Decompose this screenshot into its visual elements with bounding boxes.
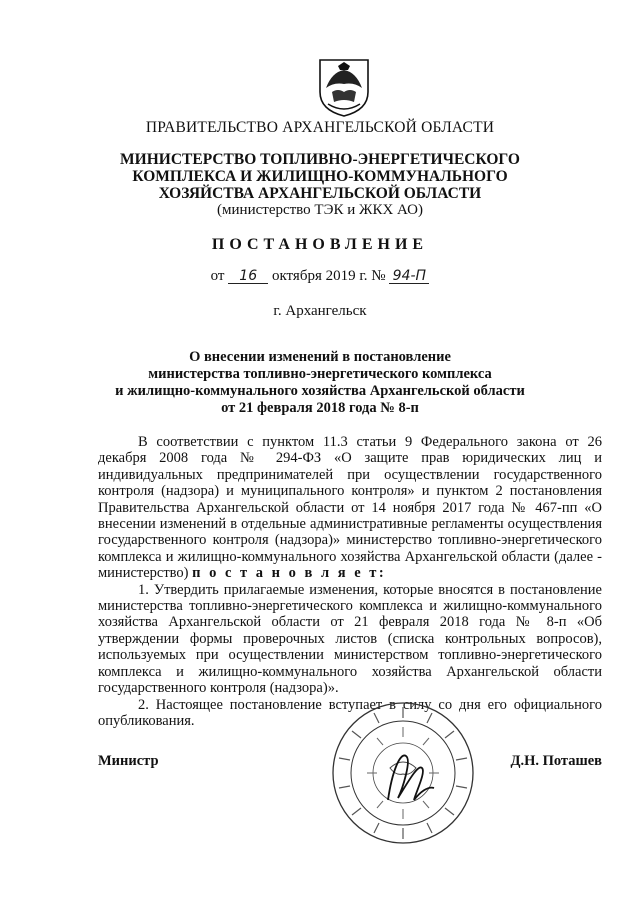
item-1-paragraph: 1. Утвердить прилагаемые изменения, которые вносятся в постановление министерства топливно-энергетического комплекса и жилищно-коммунального хозяйства Архангельской области от 21 февраля 2018 года № 8-п «Об утверждении формы проверочных листов (списка контрольных вопросов), используемых при осуществлении министерством топливно-энергетического комплекса и жилищно-коммунального хозяйства Архангельской области государственного контроля (надзора)». xyxy=(98,581,602,697)
resolves-word: п о с т а н о в л я е т: xyxy=(192,565,387,582)
preamble-paragraph xyxy=(98,434,602,582)
handwritten-signature xyxy=(380,742,440,812)
ministry-name-line: ХОЗЯЙСТВА АРХАНГЕЛЬСКОЙ ОБЛАСТИ xyxy=(158,185,482,202)
document-type-title: ПОСТАНОВЛЕНИЕ xyxy=(211,236,429,253)
handwritten-day: 16 xyxy=(228,269,268,284)
subject-line: министерства топливно-энергетического комплекса xyxy=(148,366,492,382)
ministry-name-line: МИНИСТЕРСТВО ТОПЛИВНО-ЭНЕРГЕТИЧЕСКОГО xyxy=(120,151,520,168)
date-prefix: от xyxy=(210,268,225,284)
handwritten-number: 94-П xyxy=(389,269,429,284)
ministry-name-line: КОМПЛЕКСА И ЖИЛИЩНО-КОММУНАЛЬНОГО xyxy=(132,168,508,185)
signatory-name: Д.Н. Поташев xyxy=(510,753,602,769)
ministry-name xyxy=(60,151,580,202)
city: г. Архангельск xyxy=(273,303,367,319)
decree-subject xyxy=(60,349,580,417)
decree-date-line xyxy=(60,268,580,285)
government-name: ПРАВИТЕЛЬСТВО АРХАНГЕЛЬСКОЙ ОБЛАСТИ xyxy=(145,119,495,136)
preamble-text: В соответствии с пунктом 11.3 статьи 9 Федерального закона от 26 декабря 2008 года № 294-ФЗ «О защите прав юридических лиц и индивидуальных предпринимателей при осуществлении государственного контроля (надзора) и муниципального контроля» и пунктом 2 постановления Правительства Архангельской области от 14 ноября 2017 года № 467-пп «О внесении изменений в отдельные административные регламенты осуществления государственного контроля (надзора)» министерство топливно-энергетического комплекса и жилищно-коммунального хозяйства Архангельской области (далее - министерство) xyxy=(98,434,602,582)
subject-line: и жилищно-коммунального хозяйства Архангельской области xyxy=(115,383,525,399)
subject-line: О внесении изменений в постановление xyxy=(189,349,451,365)
subject-line: от 21 февраля 2018 года № 8-п xyxy=(221,400,419,416)
coat-of-arms-emblem xyxy=(318,58,370,118)
item-2-paragraph: 2. Настоящее постановление вступает в силу со дня его официального опубликования. xyxy=(98,696,602,729)
ministry-abbreviation: (министерство ТЭК и ЖКХ АО) xyxy=(217,202,423,218)
decree-body xyxy=(98,434,602,729)
signatory-position: Министр xyxy=(98,753,159,769)
date-text: октября 2019 г. № xyxy=(271,268,386,284)
